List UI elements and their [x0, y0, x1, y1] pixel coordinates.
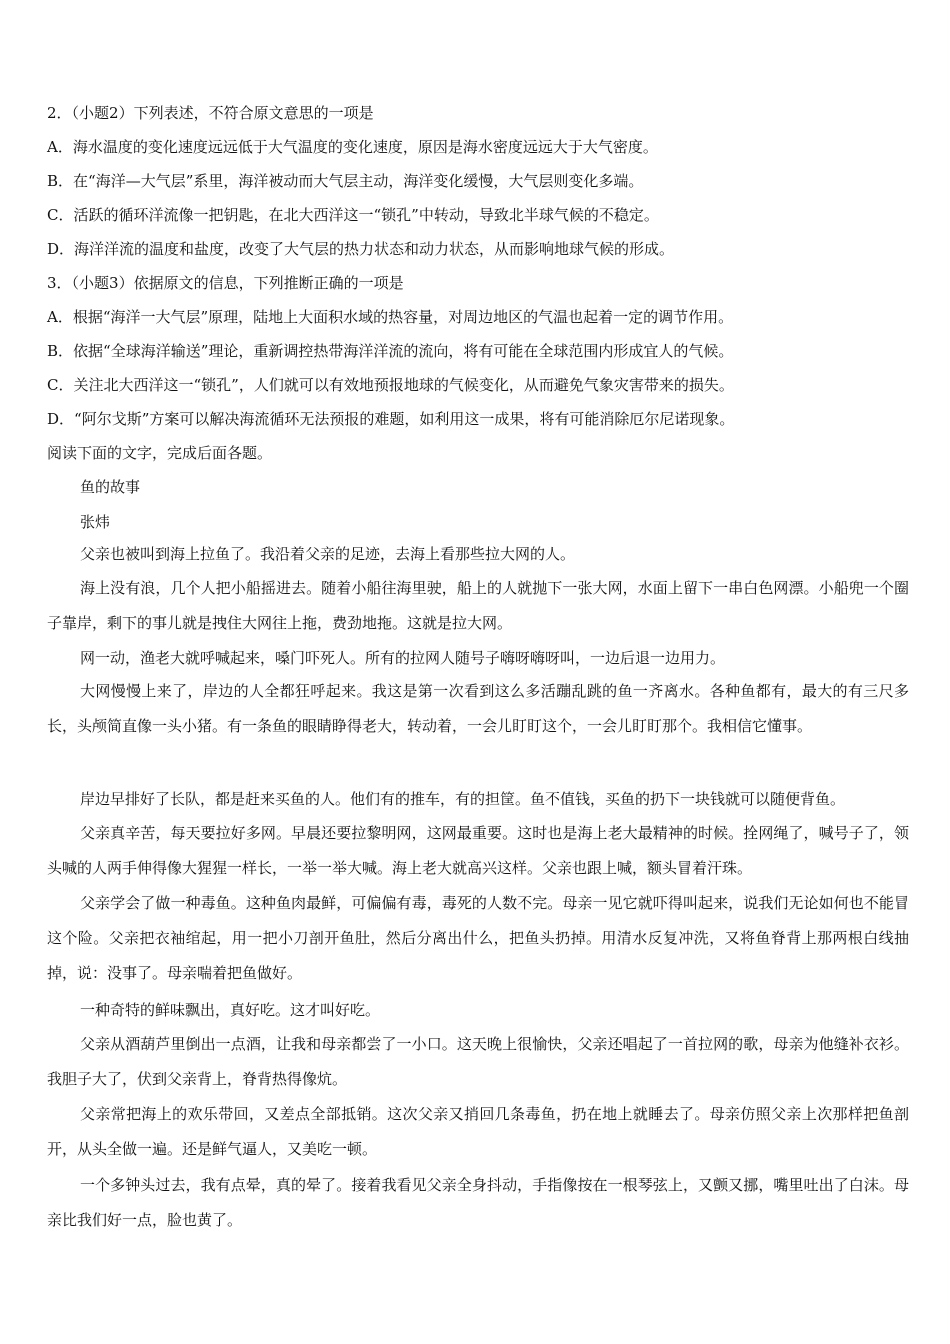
question-3-option-c: C．关注北大西洋这一“锁孔”，人们就可以有效地预报地球的气候变化，从而避免气象灾害带来的损失。: [47, 376, 734, 394]
reading-instruction: 阅读下面的文字，完成后面各题。: [47, 444, 273, 462]
story-paragraph: 岸边早排好了长队，都是赶来买鱼的人。他们有的推车，有的担筐。鱼不值钱，买鱼的扔下一块钱就可以随便背鱼。: [80, 790, 846, 808]
story-paragraph: 父亲常把海上的欢乐带回，又差点全部抵销。这次父亲又捎回几条毒鱼，扔在地上就睡去了。母亲仿照父亲上次那样把鱼剖开，从头全做一遍。还是鲜气逼人，又美吃一顿。: [47, 1105, 909, 1158]
story-paragraph: 一个多钟头过去，我有点晕，真的晕了。接着我看见父亲全身抖动，手指像按在一根琴弦上，又颤又挪，嘴里吐出了白沫。母亲比我们好一点，脸也黄了。: [47, 1176, 909, 1229]
story-paragraph: 父亲也被叫到海上拉鱼了。我沿着父亲的足迹，去海上看那些拉大网的人。: [80, 545, 576, 563]
story-paragraph: 海上没有浪，几个人把小船摇进去。随着小船往海里驶，船上的人就抛下一张大网，水面上留下一串白色网漂。小船兜一个圈子靠岸，剩下的事儿就是拽住大网往上拖，费劲地拖。这就是拉大网。: [47, 579, 909, 632]
question-2-option-d: D．海洋洋流的温度和盐度，改变了大气层的热力状态和动力状态，从而影响地球气候的形成。: [47, 240, 675, 258]
question-2-option-c: C．活跃的循环洋流像一把钥匙，在北大西洋这一“锁孔”中转动，导致北半球气候的不稳定。: [47, 206, 659, 224]
question-3-option-d: D．“阿尔戈斯”方案可以解决海流循环无法预报的难题，如利用这一成果，将有可能消除厄尔尼诺现象。: [47, 410, 735, 428]
question-2-option-b: B．在“海洋—大气层”系里，海洋被动而大气层主动，海洋变化缓慢，大气层则变化多端。: [47, 172, 644, 190]
question-2-stem: 2．（小题2）下列表述，不符合原文意思的一项是: [47, 104, 374, 122]
question-2-option-a: A．海水温度的变化速度远远低于大气温度的变化速度，原因是海水密度远远大于大气密度。: [47, 138, 658, 156]
story-paragraph: 父亲从酒葫芦里倒出一点酒，让我和母亲都尝了一小口。这天晚上很愉快，父亲还唱起了一首拉网的歌，母亲为他缝补衣衫。我胆子大了，伏到父亲背上，脊背热得像炕。: [47, 1035, 909, 1088]
question-3-stem: 3．（小题3）依据原文的信息，下列推断正确的一项是: [47, 274, 404, 292]
story-title: 鱼的故事: [80, 478, 141, 496]
story-paragraph: 父亲真辛苦，每天要拉好多网。早晨还要拉黎明网，这网最重要。这时也是海上老大最精神的时候。拴网绳了，喊号子了，领头喊的人两手伸得像大猩猩一样长，一举一举大喊。海上老大就高兴这样。父亲也跟上喊，额头冒着汗珠。: [47, 824, 909, 877]
story-paragraph: 网一动，渔老大就呼喊起来，嗓门吓死人。所有的拉网人随号子嗨呀嗨呀叫，一边后退一边用力。: [80, 649, 726, 667]
story-paragraph: 大网慢慢上来了，岸边的人全都狂呼起来。我这是第一次看到这么多活蹦乱跳的鱼一齐离水。各种鱼都有，最大的有三尺多长，头颅简直像一头小猪。有一条鱼的眼睛睁得老大，转动着，一会儿盯盯这个，一会儿盯盯那个。我相信它懂事。: [47, 682, 909, 735]
story-paragraph: 一种奇特的鲜味飘出，真好吃。这才叫好吃。: [80, 1001, 381, 1019]
story-paragraph: 父亲学会了做一种毒鱼。这种鱼肉最鲜，可偏偏有毒，毒死的人数不完。母亲一见它就吓得叫起来，说我们无论如何也不能冒这个险。父亲把衣袖绾起，用一把小刀剖开鱼肚，然后分离出什么，把鱼头扔掉。用清水反复冲洗，又将鱼脊背上那两根白线抽掉，说：没事了。母亲喘着把鱼做好。: [47, 894, 909, 982]
story-author: 张炜: [80, 513, 111, 531]
question-3-option-b: B．依据“全球海洋输送”理论，重新调控热带海洋洋流的流向，将有可能在全球范围内形成宜人的气候。: [47, 342, 734, 360]
question-3-option-a: A．根据“海洋一大气层”原理，陆地上大面积水域的热容量，对周边地区的气温也起着一定的调节作用。: [47, 308, 734, 326]
